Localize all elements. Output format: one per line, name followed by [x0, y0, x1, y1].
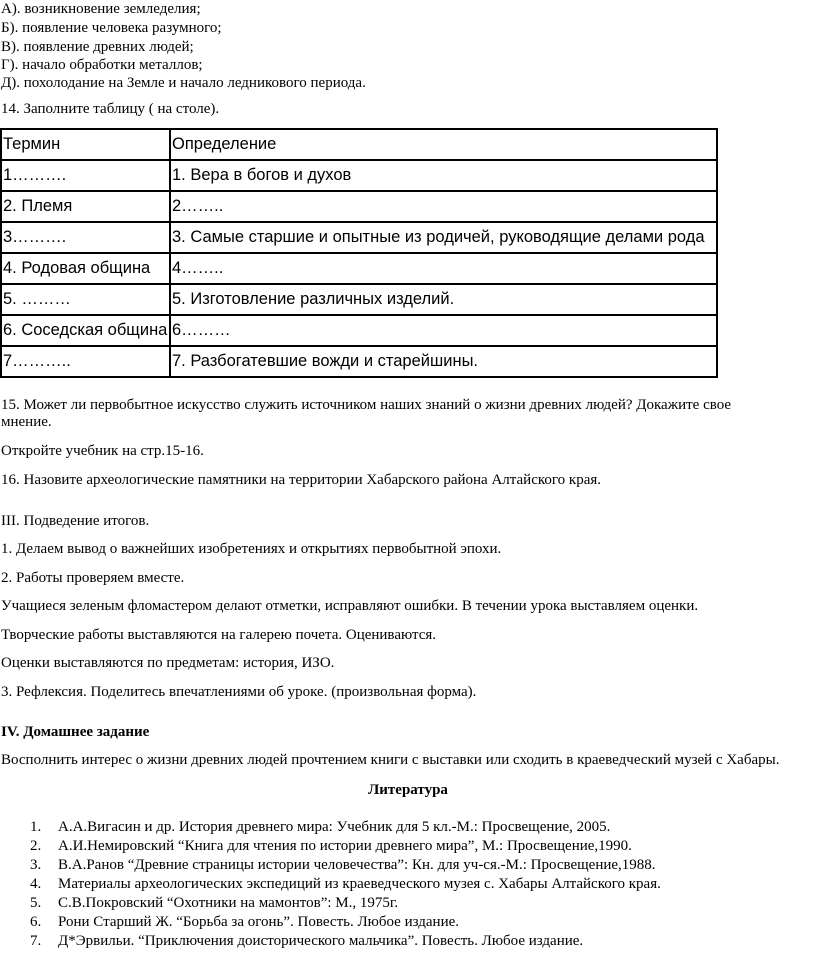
- section-3-heading: III. Подведение итогов.: [1, 513, 150, 529]
- list-text: Материалы археологических экспедиций из краеведческого музея с. Хабары Алтайского края.: [58, 876, 661, 892]
- definition-cell: 2……..: [170, 191, 717, 222]
- option-a: А). возникновение земледелия;: [1, 1, 201, 17]
- literature-title: Литература: [368, 782, 448, 798]
- terms-table: [0, 128, 718, 378]
- list-number: 2.: [30, 838, 42, 854]
- definition-cell: 4……..: [170, 253, 717, 284]
- task-15-line-1: 15. Может ли первобытное искусство служить источником наших знаний о жизни древних людей? Докажите свое: [1, 397, 732, 413]
- list-number: 3.: [30, 857, 42, 873]
- header-definition: Определение: [170, 129, 717, 160]
- textbook-instruction: Откройте учебник на стр.15-16.: [1, 443, 204, 459]
- list-text: А.И.Немировский “Книга для чтения по истории древнего мира”, М.: Просвещение,1990.: [58, 838, 632, 854]
- section-3-paragraph-1: Учащиеся зеленым фломастером делают отметки, исправляют ошибки. В течении урока выставляем оценки.: [1, 598, 699, 614]
- section-3-paragraph-2: Творческие работы выставляются на галерею почета. Оцениваются.: [1, 627, 437, 643]
- homework-text: Восполнить интерес о жизни древних людей прочтением книги с выставки или сходить в краеведческий музей с Хабары.: [1, 752, 780, 768]
- list-number: 1.: [30, 819, 42, 835]
- list-text: А.А.Вигасин и др. История древнего мира: Учебник для 5 кл.-М.: Просвещение, 2005.: [58, 819, 611, 835]
- term-cell: 5. ………: [1, 284, 170, 315]
- list-text: Д*Эрвильи. “Приключения доисторического мальчика”. Повесть. Любое издание.: [58, 933, 584, 949]
- definition-cell: 1. Вера в богов и духов: [170, 160, 717, 191]
- list-text: Рони Старший Ж. “Борьба за огонь”. Повесть. Любое издание.: [58, 914, 460, 930]
- section-3-paragraph-3: Оценки выставляются по предметам: история, ИЗО.: [1, 655, 335, 671]
- table-row: [1, 315, 717, 346]
- task-14: 14. Заполните таблицу ( на столе).: [1, 101, 220, 117]
- option-b: Б). появление человека разумного;: [1, 20, 222, 36]
- option-d: Д). похолодание на Земле и начало ледникового периода.: [1, 75, 366, 91]
- table-row: [1, 160, 717, 191]
- term-cell: 2. Племя: [1, 191, 170, 222]
- term-cell: 6. Соседская община: [1, 315, 170, 346]
- definition-cell: 3. Самые старшие и опытные из родичей, руководящие делами рода: [170, 222, 717, 253]
- table-row: [1, 346, 717, 377]
- option-g: Г). начало обработки металлов;: [1, 57, 203, 73]
- section-3-item-2: 2. Работы проверяем вместе.: [1, 570, 185, 586]
- table-row: [1, 253, 717, 284]
- definition-cell: 6………: [170, 315, 717, 346]
- list-number: 5.: [30, 895, 42, 911]
- section-4-heading: IV. Домашнее задание: [1, 724, 150, 740]
- definition-cell: 7. Разбогатевшие вожди и старейшины.: [170, 346, 717, 377]
- task-16: 16. Назовите археологические памятники на территории Хабарского района Алтайского края.: [1, 472, 602, 488]
- table-row: [1, 222, 717, 253]
- list-number: 4.: [30, 876, 42, 892]
- task-15-line-2: мнение.: [1, 414, 52, 430]
- definition-cell: 5. Изготовление различных изделий.: [170, 284, 717, 315]
- list-text: С.В.Покровский “Охотники на мамонтов”: М., 1975г.: [58, 895, 399, 911]
- table-row: [1, 284, 717, 315]
- section-3-item-3: 3. Рефлексия. Поделитесь впечатлениями об уроке. (произвольная форма).: [1, 684, 477, 700]
- list-text: В.А.Ранов “Древние страницы истории человечества”: Кн. для уч-ся.-М.: Просвещение,1988.: [58, 857, 656, 873]
- table-row: [1, 191, 717, 222]
- table-header-row: [1, 129, 717, 160]
- term-cell: 1……….: [1, 160, 170, 191]
- term-cell: 3……….: [1, 222, 170, 253]
- section-3-item-1: 1. Делаем вывод о важнейших изобретениях и открытиях первобытной эпохи.: [1, 541, 502, 557]
- list-number: 6.: [30, 914, 42, 930]
- list-number: 7.: [30, 933, 42, 949]
- option-v: В). появление древних людей;: [1, 39, 194, 55]
- header-term: Термин: [1, 129, 170, 160]
- term-cell: 4. Родовая община: [1, 253, 170, 284]
- term-cell: 7………..: [1, 346, 170, 377]
